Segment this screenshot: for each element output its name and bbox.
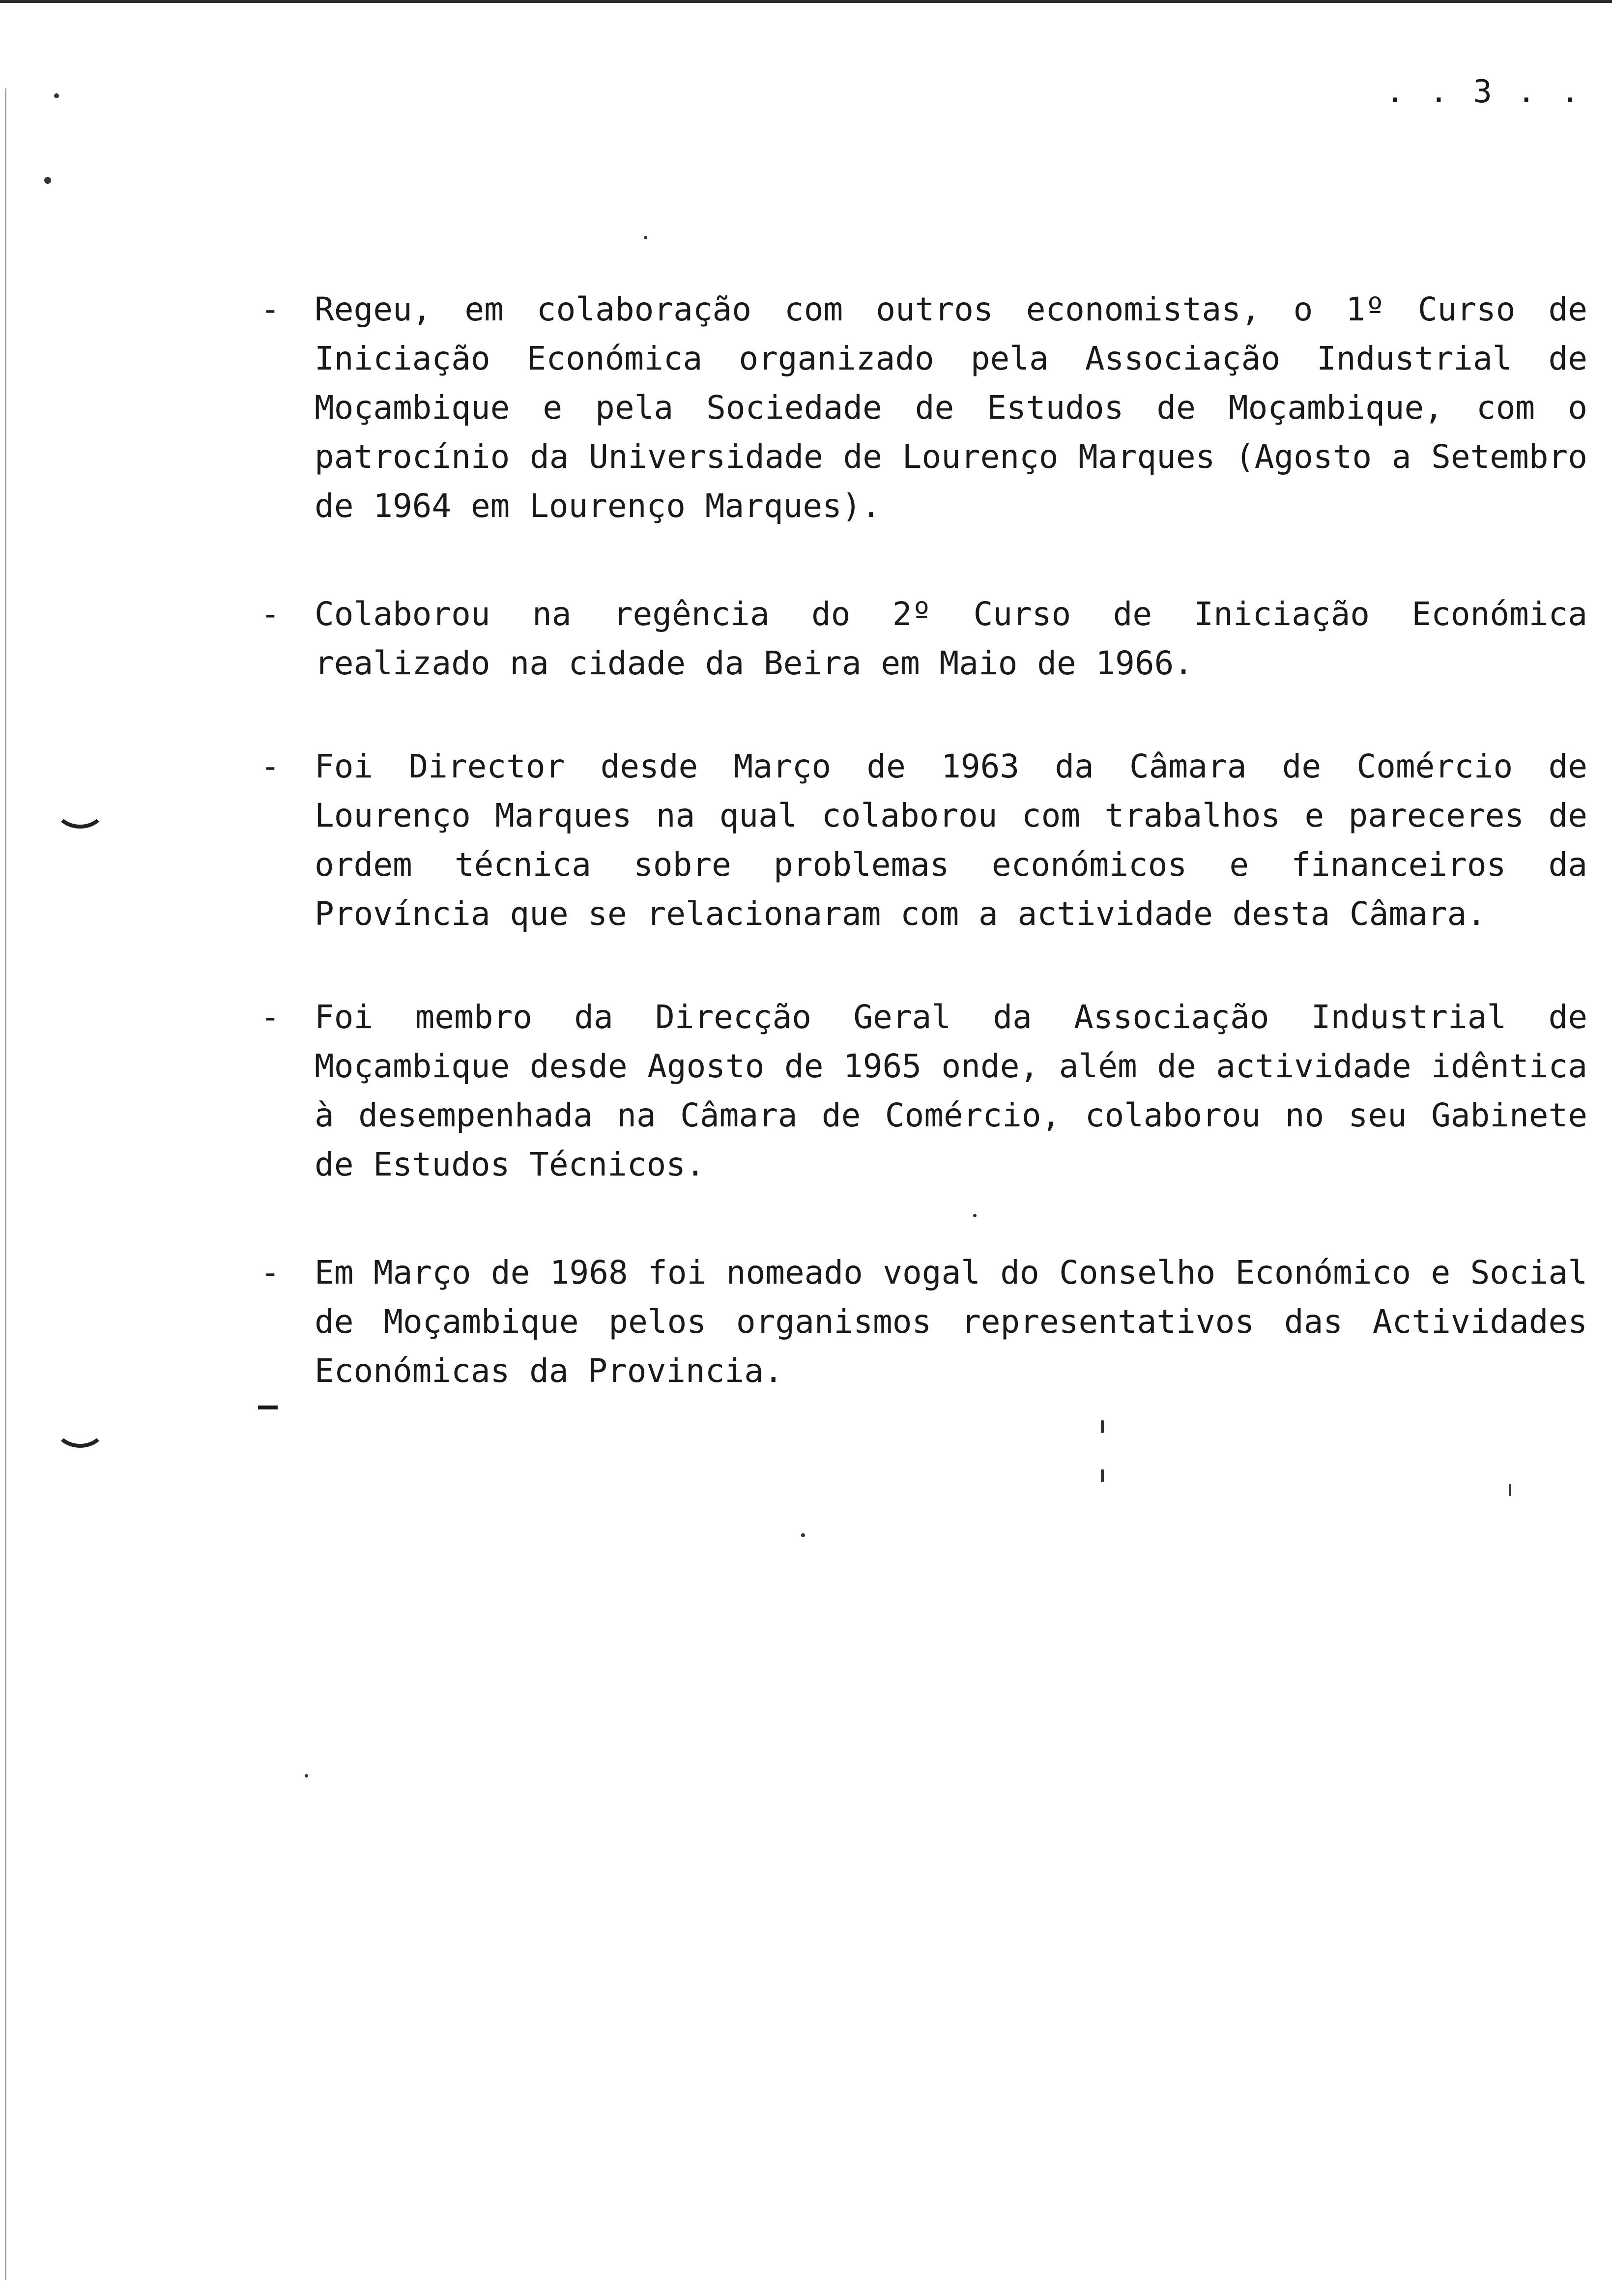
paragraph-item-5	[260, 1248, 1587, 1396]
scan-speck	[54, 93, 59, 98]
bullet-dash: -	[260, 998, 280, 1036]
scan-speck	[644, 236, 647, 239]
scan-speck	[44, 177, 51, 184]
scan-speck	[1509, 1484, 1511, 1496]
punch-hole-mark	[54, 1406, 106, 1448]
scan-speck	[801, 1533, 805, 1537]
bullet-dash: -	[260, 595, 280, 633]
paragraph-text: Foi Director desde Março de 1963 da Câmara de Comércio de Lourenço Marques na qual colaborou com trabalhos e pareceres de ordem técnica sobre problemas económicos e financeiros da Província que se relacionaram com a actividade desta Câmara.	[315, 747, 1587, 933]
paragraph-text: Colaborou na regência do 2º Curso de Iniciação Económica realizado na cidade da Beira em Maio de 1966.	[315, 595, 1587, 682]
paragraph-item-3	[260, 742, 1587, 939]
scan-speck	[973, 1214, 977, 1217]
punch-hole-mark	[54, 786, 106, 829]
trailing-dash	[258, 1406, 278, 1409]
bullet-dash: -	[260, 1254, 280, 1292]
left-edge-rule	[5, 88, 6, 2280]
paragraph-text: Em Março de 1968 foi nomeado vogal do Conselho Económico e Social de Moçambique pelos organismos representativos das Actividades Económicas da Provincia.	[315, 1254, 1587, 1390]
scan-speck	[305, 1774, 308, 1778]
paragraph-item-4	[260, 993, 1587, 1189]
paragraph-item-1	[260, 285, 1587, 531]
top-edge-rule	[0, 0, 1612, 3]
paragraph-text: Regeu, em colaboração com outros economistas, o 1º Curso de Iniciação Económica organizado pela Associação Industrial de Moçambique e pela Sociedade de Estudos de Moçambique, com o patrocínio da Universidade de Lourenço Marques (Agosto a Setembro de 1964 em Lourenço Marques).	[315, 290, 1587, 525]
scan-speck	[1101, 1420, 1104, 1433]
bullet-dash: -	[260, 290, 280, 328]
bullet-dash: -	[260, 747, 280, 785]
scan-speck	[1101, 1469, 1104, 1482]
paragraph-item-2	[260, 590, 1587, 688]
paragraph-text: Foi membro da Direcção Geral da Associação Industrial de Moçambique desde Agosto de 1965 onde, além de actividade idêntica à desempenhada na Câmara de Comércio, colaborou no seu Gabinete de Estudos Técnicos.	[315, 998, 1587, 1183]
page-number: . . 3 . .	[1385, 74, 1583, 110]
